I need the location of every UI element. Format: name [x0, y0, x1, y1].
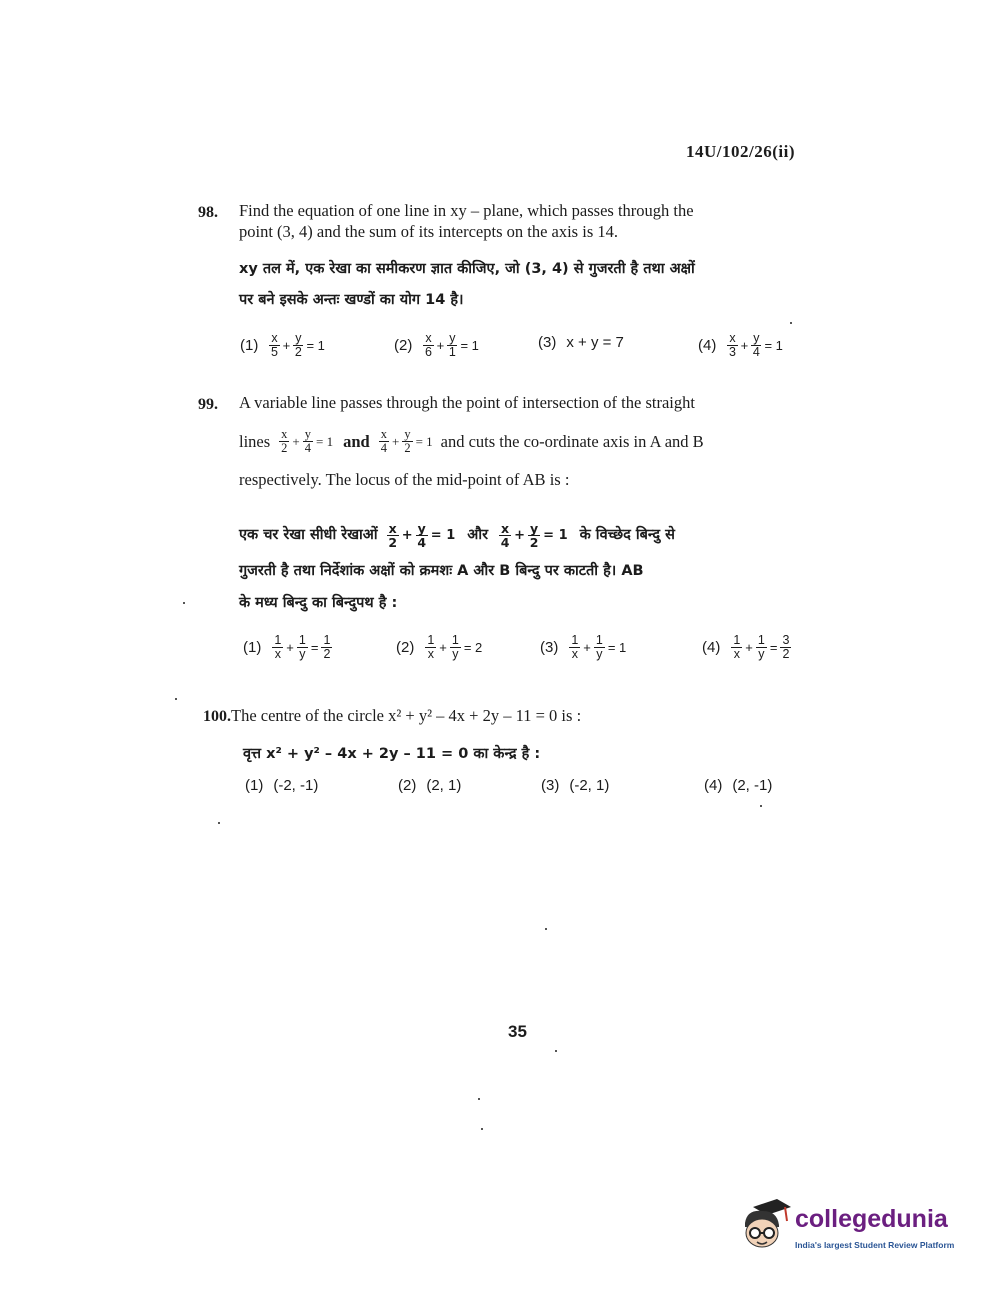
option-text: x + y = 7 — [566, 334, 624, 351]
question-98 — [198, 200, 838, 316]
option-label: (1) — [243, 639, 262, 656]
option-label: (3) — [541, 777, 560, 794]
q99-option-2[interactable]: (2) $\frac{1}{x}$ + $\frac{1}{y}$ = 2 — [396, 633, 483, 661]
fraction: $\frac{x}{6}$ — [424, 331, 432, 359]
question-99-line2: lines $\frac{x}{2}$ + $\frac{y}{4}$ = 1 and $\frac{x}{4}$ + $\frac{y}{2}$ = 1 and cuts the co-ordinate axis in A and B — [239, 427, 704, 455]
question-number: 100. — [203, 708, 231, 725]
option-label: (1) — [240, 337, 259, 354]
option-text: (-2, -1) — [273, 777, 319, 794]
equation-2: $\frac{x}{4}$ + $\frac{y}{2}$ = 1 — [380, 427, 433, 455]
scan-speck — [760, 805, 762, 807]
fraction: $\frac{y}{1}$ — [448, 331, 456, 359]
option-label: (1) — [245, 777, 264, 794]
option-label: (2) — [398, 777, 417, 794]
scan-speck — [790, 322, 792, 324]
option-text: (2, 1) — [426, 777, 462, 794]
question-number: 99. — [198, 396, 218, 413]
scan-speck — [545, 928, 547, 930]
option-label: (4) — [704, 777, 723, 794]
question-99-hi-line2: गुजरती है तथा निर्देशांक अक्षों को क्रमशः A और B बिन्दु पर काटती है। AB — [239, 563, 644, 579]
q100-option-3[interactable] — [541, 777, 609, 794]
scan-speck — [481, 1128, 483, 1130]
equation-2-hi: $\frac{x}{4}$ + $\frac{y}{2}$ = 1 — [500, 521, 568, 550]
option-text: (2, -1) — [732, 777, 773, 794]
option-label: (2) — [396, 639, 415, 656]
question-99-line3: respectively. The locus of the mid-point of AB is : — [239, 470, 570, 489]
scan-speck — [218, 822, 220, 824]
scan-speck — [555, 1050, 557, 1052]
q100-option-4[interactable] — [704, 777, 772, 794]
option-text: (-2, 1) — [569, 777, 610, 794]
option-label: (3) — [538, 334, 557, 351]
equation-1: $\frac{x}{2}$ + $\frac{y}{4}$ = 1 — [281, 427, 334, 455]
scan-speck — [478, 1098, 480, 1100]
q100-option-1[interactable] — [245, 777, 318, 794]
q99-option-1[interactable]: (1) $\frac{1}{x}$ + $\frac{1}{y}$ = $\frac{1}{2}$ — [243, 633, 331, 661]
scan-speck — [175, 698, 177, 700]
q98-option-4[interactable]: (4) $\frac{x}{3}$ + $\frac{y}{4}$ = 1 — [698, 331, 783, 359]
question-number: 98. — [198, 204, 218, 221]
q98-option-2[interactable]: (2) $\frac{x}{6}$ + $\frac{y}{1}$ = 1 — [394, 331, 479, 359]
mascot-icon — [733, 1195, 793, 1255]
question-100-hi: वृत्त x² + y² – 4x + 2y – 11 = 0 का केन्द्र है : — [243, 746, 541, 762]
fraction: $\frac{x}{5}$ — [270, 331, 278, 359]
option-label: (3) — [540, 639, 559, 656]
question-100 — [203, 705, 843, 727]
page-number: 35 — [508, 1022, 527, 1041]
q98-option-3[interactable] — [538, 334, 624, 351]
option-label: (4) — [698, 337, 717, 354]
question-text-en: The centre of the circle x² + y² – 4x + 2y – 11 = 0 is : — [231, 706, 582, 725]
paper-code: 14U/102/26(ii) — [686, 142, 795, 161]
question-text-en: A variable line passes through the point of intersection of the straight — [239, 393, 695, 412]
question-text-en: Find the equation of one line in xy – plane, which passes through the point (3, 4) and the sum of its intercepts on the axis is 14. — [239, 201, 694, 241]
question-text-hi: xy तल में, एक रेखा का समीकरण ज्ञात कीजिए, जो (3, 4) से गुजरती है तथा अक्षों पर बने इसके अन्तः खण्डों का योग 14 है। — [239, 261, 695, 308]
collegedunia-logo: collegedunia India's largest Student Review Platform — [733, 1195, 963, 1255]
q98-option-1[interactable]: (1) $\frac{x}{5}$ + $\frac{y}{2}$ = 1 — [240, 331, 325, 359]
question-99-hi-line1: एक चर रेखा सीधी रेखाओं $\frac{x}{2}$ + $\frac{y}{4}$ = 1 और $\frac{x}{4}$ + $\frac{y}{2}$ = 1 के विच्छेद बिन्दु से — [239, 521, 675, 550]
q99-option-3[interactable]: (3) $\frac{1}{x}$ + $\frac{1}{y}$ = 1 — [540, 633, 627, 661]
option-label: (2) — [394, 337, 413, 354]
fraction: $\frac{x}{3}$ — [728, 331, 736, 359]
equation-1-hi: $\frac{x}{2}$ + $\frac{y}{4}$ = 1 — [388, 521, 456, 550]
fraction: $\frac{y}{2}$ — [294, 331, 302, 359]
question-99 — [198, 392, 838, 413]
scan-speck — [183, 602, 185, 604]
q100-option-2[interactable] — [398, 777, 461, 794]
question-99-hi-line3: के मध्य बिन्दु का बिन्दुपथ है : — [239, 595, 398, 611]
option-label: (4) — [702, 639, 721, 656]
fraction: $\frac{y}{4}$ — [752, 331, 760, 359]
q99-option-4[interactable]: (4) $\frac{1}{x}$ + $\frac{1}{y}$ = $\frac{3}{2}$ — [702, 633, 790, 661]
